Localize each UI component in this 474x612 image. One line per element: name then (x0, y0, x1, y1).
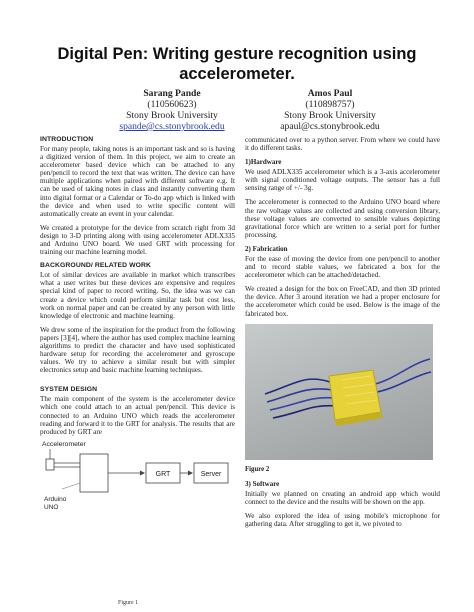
section-heading-background: BACKGROUND/ RELATED WORK (40, 262, 152, 270)
title-line-2: accelerometer. (179, 65, 295, 83)
right-column (245, 136, 440, 534)
subsection-heading-hardware: 1)Hardware (245, 158, 282, 167)
diagram-label-server: Server (200, 470, 222, 478)
diagram-label-accelerometer: Accelerometer (42, 440, 86, 448)
paragraph: Initially we planned on creating an android app which would connect to the device and the results will be shown on the app. (245, 489, 440, 506)
subsection-heading-fabrication: 2) Fabrication (245, 244, 288, 253)
paragraph: For many people, taking notes is an important task and so is having a digitized version of them. In this project, we aim to create an accelerometer based device which can be attached to any pen/pencil to record the text that was written. The device can have multiple applications when paired with different software e.g. It can be used of taking notes in class and instantly converting them into digital format or a Calendar or To-do app which is linked with the device and when used to write specific content will automatically create an event in your calendar. (40, 145, 235, 218)
title-line-1: Digital Pen: Writing gesture recognition using (57, 45, 417, 63)
author-block (250, 88, 410, 132)
paragraph: communicated over to a python server. From where we could have it do different tasks. (245, 136, 440, 153)
author-id: (110898757) (305, 99, 355, 110)
paper-title (40, 44, 434, 84)
section-heading-system-design: SYSTEM DESIGN (40, 386, 98, 394)
author-affiliation: Stony Brook University (126, 110, 218, 121)
figure-caption: Figure 2 (245, 465, 270, 473)
author-id: (110560623) (147, 99, 197, 110)
paragraph: Lot of similar devices are available in market which transcribes what a user writes but these devices are expensive and requires special kind of paper to record writing. So, the idea was we can create a device which could perform similar task but cost less, work on normal paper and can be created by any person with little knowledge of electronic and machine learning. (40, 271, 235, 320)
paragraph: We created a prototype for the device from scratch right from 3d design to 3-D printing along with using accelerometer ADLX335 and Arduino UNO board. We used GRT with processing for training our machine learning model. (40, 223, 235, 257)
paragraph: We drew some of the inspiration for the product from the following papers [3][4], where the author has used complex machine learning algorithms to predict the character and have used sophisticated hardware setup for recording the accelerometer and gyroscope values. We try to achieve a similar result but with simpler electronics setup and basic machine learning techniques. (40, 325, 235, 375)
paragraph: We used ADLX335 accelerometer which is a 3-axis accelerometer with signal conditioned voltage outputs. The sensor has a full sensing range of +/- 3g. (245, 168, 440, 193)
paragraph: For the ease of moving the device from one pen/pencil to another and to record stable values, we fabricated a box for the accelerometer which can be attached/detached. (245, 254, 440, 280)
paragraph: The main component of the system is the accelerometer device which one could attach to an actual pen/pencil. This device is connected to an Arduino UNO which reads the accelerometer reading and forward it to the GRT for analysis. The results that are produced by GRT are (40, 395, 235, 436)
fabricated-box-photo (245, 324, 433, 460)
author-affiliation: Stony Brook University (284, 110, 376, 121)
paragraph: The accelerometer is connected to the Arduino UNO board where the raw voltage values are collected and using conversion library, these voltage values are converted to sensible values depicting gravitational force which are written to a serial port for further processing. (245, 198, 440, 239)
system-diagram (40, 439, 230, 513)
diagram-label-uno: UNO (44, 503, 59, 511)
paragraph: We created a design for the box on FreeCAD, and then 3D printed the device. After 3 around iteration we had a proper enclosure for the accelerometer which could be used. Below is the image of the fabricated box. (245, 285, 440, 318)
arduino-box (80, 454, 108, 492)
paragraph: We also explored the idea of using mobile's microphone for gathering data. After struggling to get it, we pivoted to (245, 511, 440, 528)
arrow-icon (188, 470, 193, 475)
subsection-heading-software: 3) Software (245, 479, 280, 488)
author-name: Sarang Pande (143, 88, 201, 99)
author-email: apaul@cs.stonybrook.edu (280, 121, 380, 132)
left-column (40, 136, 235, 515)
author-block (92, 88, 252, 132)
arrow-icon (140, 470, 145, 475)
diagram-label-grt: GRT (155, 470, 171, 478)
section-heading-introduction: INTRODUCTION (40, 136, 94, 143)
diagram-label-arduino: Arduino (44, 495, 67, 503)
figure-caption: Figure 1 (118, 600, 139, 606)
accelerometer-box (46, 459, 54, 470)
author-email-link[interactable]: spande@cs.stonybrook.edu (119, 121, 225, 132)
author-name: Amos Paul (307, 88, 353, 99)
